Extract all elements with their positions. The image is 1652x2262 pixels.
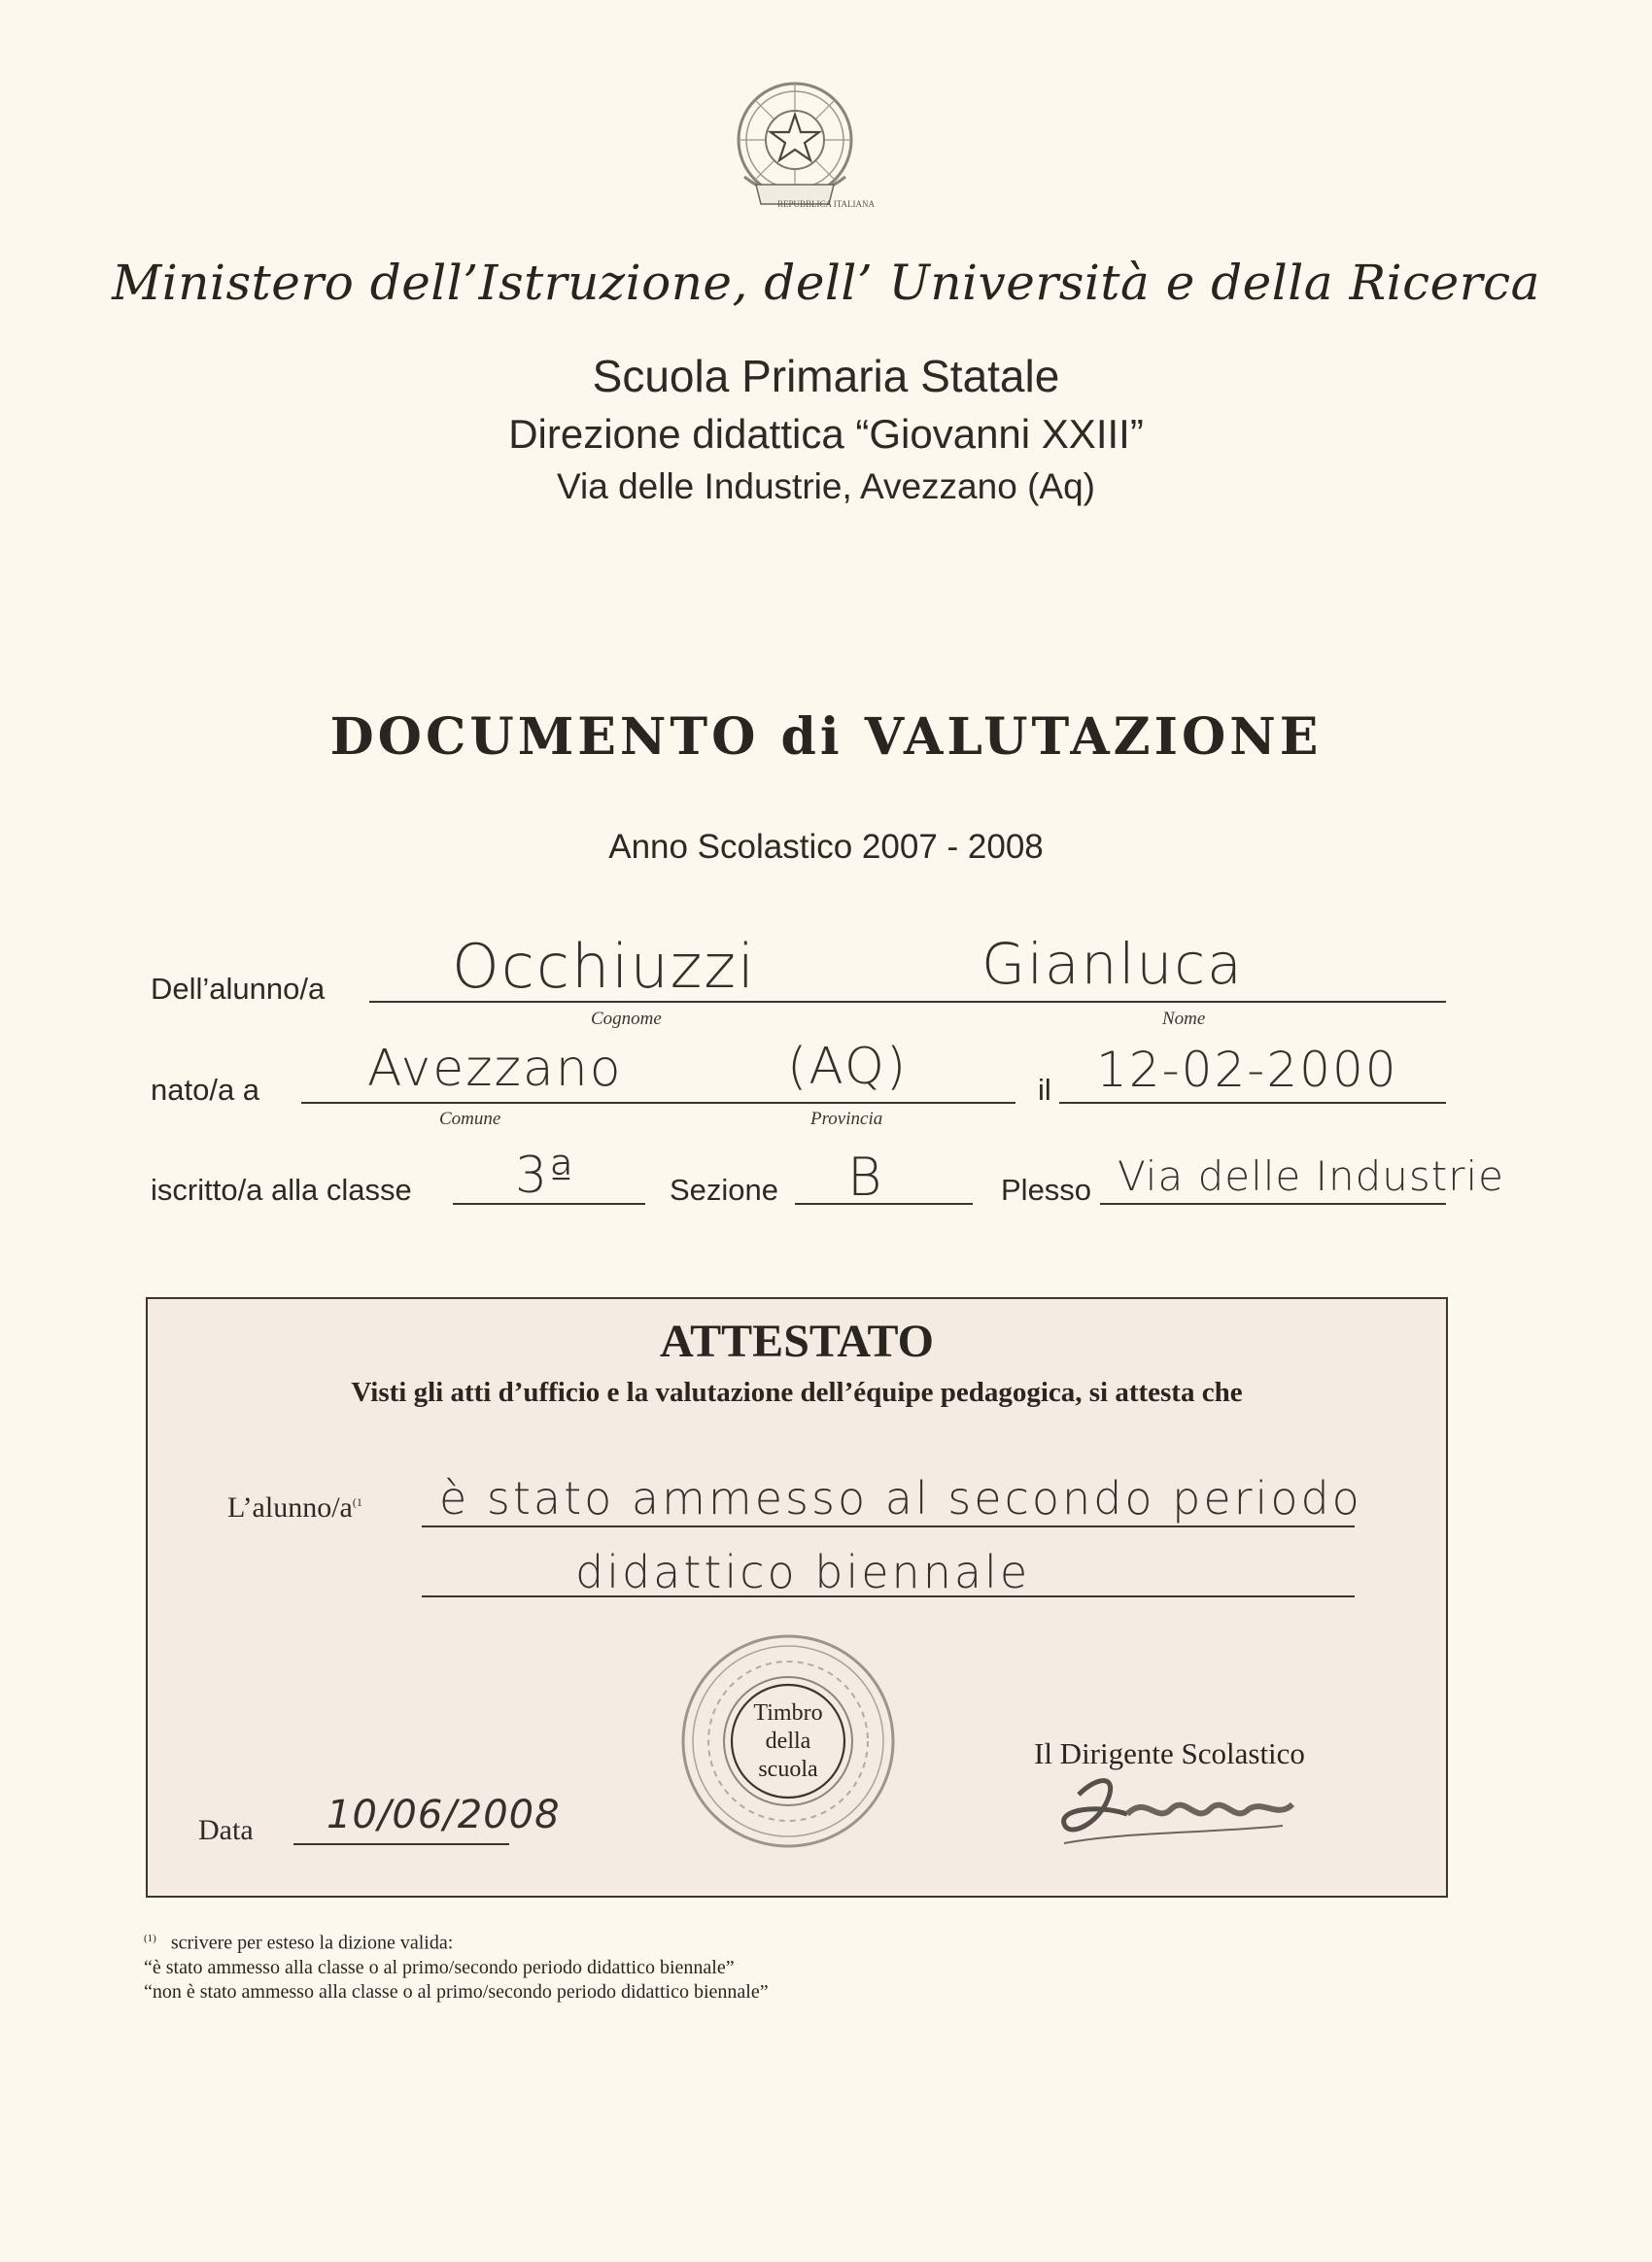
date-line [293, 1843, 509, 1845]
birth-province: (AQ) [787, 1038, 909, 1096]
name-caption: Nome [1162, 1009, 1206, 1029]
plesso-line [1100, 1203, 1446, 1205]
attestato-box [146, 1297, 1448, 1898]
student-label: Dell’alunno/a [151, 972, 326, 1006]
province-caption: Provincia [810, 1109, 883, 1129]
birth-date: 12-02-2000 [1096, 1042, 1398, 1098]
school-year: Anno Scolastico 2007 - 2008 [608, 828, 1044, 866]
born-label: nato/a a [151, 1073, 260, 1107]
school-name: Scuola Primaria Statale [592, 351, 1060, 401]
footnote-line-3: “non è stato ammesso alla classe o al primo/secondo periodo didattico biennale” [144, 1980, 769, 2003]
birth-date-label: il [1038, 1073, 1051, 1107]
school-direction: Direzione didattica “Giovanni XXIII” [508, 411, 1144, 457]
student-surname: Occhiuzzi [452, 931, 757, 1002]
attestato-student-label-text: L’alunno/a [227, 1491, 353, 1524]
emblem-caption: REPUBBLICA ITALIANA [776, 199, 876, 209]
footnote-line-2: “è stato ammesso alla classe o al primo/secondo periodo didattico biennale” [144, 1956, 735, 1978]
class-label: iscritto/a alla classe [151, 1173, 412, 1207]
signature-icon [1040, 1756, 1331, 1863]
stamp-label: Timbro della scuola [753, 1700, 823, 1782]
dirigente-label: Il Dirigente Scolastico [1034, 1736, 1305, 1770]
result-text-2: didattico biennale [575, 1546, 1031, 1598]
date-value: 10/06/2008 [327, 1793, 561, 1837]
birth-date-line [1059, 1102, 1446, 1104]
student-first-name: Gianluca [981, 931, 1244, 997]
city-caption: Comune [439, 1109, 501, 1129]
school-address: Via delle Industrie, Avezzano (Aq) [557, 466, 1095, 506]
result-text-1: è stato ammesso al secondo periodo [439, 1472, 1362, 1525]
section-label: Sezione [670, 1173, 779, 1207]
footnote-reference: (1 [352, 1495, 362, 1509]
attestato-text: Visti gli atti d’ufficio e la valutazione dell’équipe pedagogica, si attesta che [351, 1377, 1243, 1408]
section-line [795, 1203, 973, 1205]
surname-caption: Cognome [591, 1009, 662, 1029]
date-label: Data [198, 1814, 254, 1846]
plesso-label: Plesso [1001, 1173, 1092, 1207]
attestato-title: ATTESTATO [660, 1316, 934, 1367]
birthplace-line [301, 1102, 1015, 1104]
section-value: B [847, 1147, 884, 1208]
document-title: DOCUMENTO di VALUTAZIONE [329, 707, 1323, 767]
plesso-value: Via delle Industrie [1118, 1152, 1505, 1200]
birth-city: Avezzano [367, 1040, 623, 1098]
footnote-text-1: scrivere per esteso la dizione valida: [170, 1932, 454, 1954]
footnote-line-1 [144, 1927, 769, 1956]
attestato-student-label [227, 1491, 362, 1525]
result-line-1 [422, 1525, 1355, 1527]
class-value: 3ª [515, 1147, 575, 1205]
footnote-marker: (1) [144, 1933, 156, 1944]
footnote [144, 1927, 769, 2005]
ministry-title: Ministero dell’Istruzione, dell’ Università e della Ricerca [112, 255, 1540, 311]
